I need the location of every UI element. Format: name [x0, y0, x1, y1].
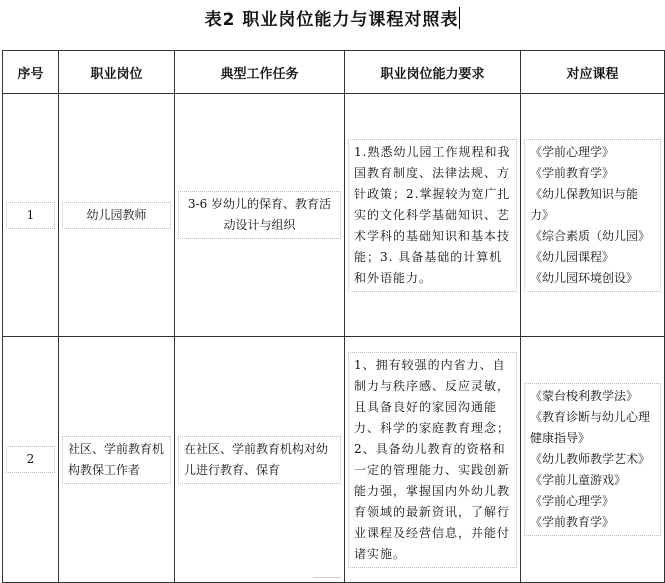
row-number: 2 [6, 446, 55, 473]
header-position: 职业岗位 [59, 51, 175, 94]
row-number-cell [3, 94, 59, 337]
row-number-cell [3, 337, 59, 583]
course-item: 《学前心理学》 [530, 144, 615, 159]
course-item: 《蒙台梭利教学法》 [530, 389, 639, 403]
task-text: 3-6 岁幼儿的保育、教育活动设计与组织 [178, 191, 341, 239]
requirements-cell [345, 337, 521, 583]
course-item: 《学前儿童游戏》 [530, 473, 627, 487]
document-title [0, 5, 665, 30]
task-text: 在社区、学前教育机构对幼儿进行教育、保育 [178, 436, 341, 484]
course-table [2, 50, 665, 583]
course-item: 《综合素质（幼儿园》 [530, 228, 651, 243]
header-number: 序号 [3, 51, 59, 94]
row-number: 1 [6, 202, 55, 229]
course-item: 《学前心理学》 [530, 494, 615, 508]
requirements-text: 1、拥有较强的内省力、自制力与秩序感、反应灵敏，且具备良好的家园沟通能力、科学的家庭教育理念；2、具备幼儿教育的资格和一定的管理能力、实践创新能力强，掌握国内外幼儿教育领域的最新资讯，了解行业课程及经营信息，并能付诸实施。 [348, 352, 517, 568]
course-item: 《教育诊断与幼儿心理健康指导》 [530, 410, 651, 445]
course-list [524, 383, 661, 536]
title-text: 表2 职业岗位能力与课程对照表 [204, 10, 459, 30]
page-divider [313, 577, 341, 578]
course-item: 《学前教育学》 [530, 515, 615, 529]
courses-cell [521, 94, 665, 337]
position-text: 社区、学前教育机构教保工作者 [62, 436, 171, 484]
task-cell [175, 94, 345, 337]
courses-cell [521, 337, 665, 583]
course-item: 《学前教育学》 [530, 165, 615, 180]
requirements-cell [345, 94, 521, 337]
course-list [524, 139, 661, 292]
position-cell [59, 337, 175, 583]
table-row [3, 337, 665, 583]
course-item: 《幼儿教师教学艺术》 [530, 452, 651, 466]
task-cell [175, 337, 345, 583]
header-courses: 对应课程 [521, 51, 665, 94]
course-item: 《幼儿保教知识与能力》 [530, 186, 639, 222]
text-cursor [459, 7, 460, 29]
requirements-text: 1.熟悉幼儿园工作规程和我国教育制度、法律法规、方针政策；2.掌握较为宽广扎实的文化科学基础知识、艺术学科的基础知识和基本技能；3. 具备基础的计算机和外语能力。 [348, 139, 517, 292]
header-task: 典型工作任务 [175, 51, 345, 94]
table-row [3, 94, 665, 337]
position-cell [59, 94, 175, 337]
position-text: 幼儿园教师 [62, 202, 171, 229]
table-header-row [3, 51, 665, 94]
course-item: 《幼儿园环境创设》 [530, 270, 639, 285]
course-item: 《幼儿园课程》 [530, 249, 615, 264]
header-requirements: 职业岗位能力要求 [345, 51, 521, 94]
